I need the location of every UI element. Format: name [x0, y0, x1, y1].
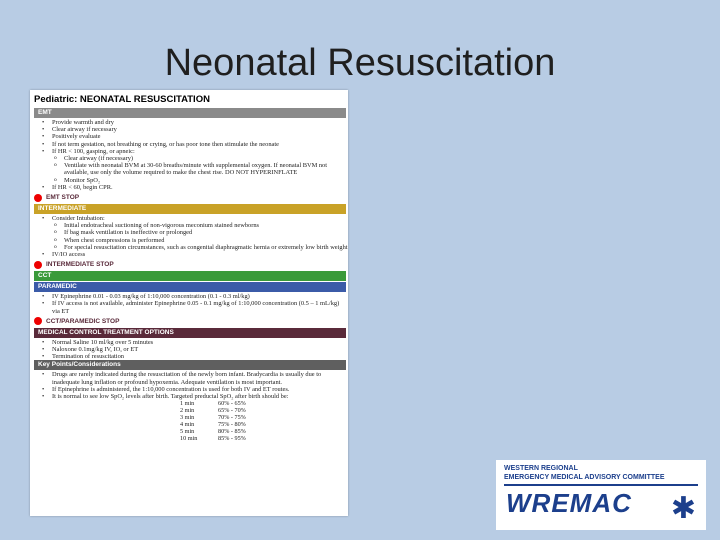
list-item: • Positively evaluate	[52, 133, 348, 140]
list-item: o When chest compressions is performed	[52, 237, 348, 244]
list-item: • If not term gestation, not breathing or crying, or has poor tone then stimulate the neonate	[52, 141, 348, 148]
list-item: o If bag mask ventilation is ineffective or prolonged	[52, 229, 348, 236]
paramedic-stop-label: CCT/PARAMEDIC STOP	[46, 317, 120, 325]
spo2-target-row	[180, 421, 348, 428]
list-item: o Clear airway (if necessary)	[52, 155, 348, 162]
emt-stop	[34, 193, 348, 202]
cct-section-bar: CCT	[34, 271, 346, 281]
list-item: o Monitor SpO₂	[52, 177, 348, 184]
list-item: • Termination of resuscitation	[52, 353, 348, 360]
list-item: • Consider Intubation:	[52, 215, 348, 222]
intermediate-section-bar: INTERMEDIATE	[34, 204, 346, 214]
intermediate-stop	[34, 260, 348, 269]
wremac-logo	[496, 460, 706, 530]
list-item: • If HR < 100, gasping, or apneic:	[52, 148, 348, 155]
spo2-target-row	[180, 400, 348, 407]
stop-dot-icon	[34, 194, 42, 202]
list-item: • Clear airway if necessary	[52, 126, 348, 133]
stop-dot-icon	[34, 317, 42, 325]
spo2-target-table	[30, 400, 348, 442]
emt-section-bar: EMT	[34, 108, 346, 118]
list-item: • Provide warmth and dry	[52, 119, 348, 126]
spo2-range: 65% - 70%	[218, 407, 246, 415]
list-item: o Ventilate with neonatal BVM at 30-60 breaths/minute with supplemental oxygen. If neonatal BVM not available, use only the volume required to make the chest rise. DO NOT HYPERINFLATE	[52, 162, 348, 176]
list-item: • If IV access is not available, administer Epinephrine 0.05 - 0.1 mg/kg of 1:10,000 concentration (0.5 – 1 mL/kg) via ET	[52, 300, 348, 314]
logo-line-1: WESTERN REGIONAL	[504, 465, 578, 472]
medical-control-section-bar: MEDICAL CONTROL TREATMENT OPTIONS	[34, 328, 346, 338]
list-item: • Drugs are rarely indicated during the resuscitation of the newly born infant. Bradycardia is usually due to inadequate lung inflation or profound hypoxemia. Adequate ventilation is most important.	[52, 371, 348, 385]
spo2-time: 5 min	[180, 428, 195, 436]
list-item: • If HR < 60, begin CPR.	[52, 184, 348, 191]
intermediate-stop-label: INTERMEDIATE STOP	[46, 261, 114, 269]
spo2-time: 4 min	[180, 421, 195, 429]
list-item: • IV/IO access	[52, 251, 348, 258]
protocol-document	[30, 90, 348, 516]
spo2-target-row	[180, 414, 348, 421]
paramedic-list	[30, 293, 348, 315]
stop-dot-icon	[34, 261, 42, 269]
spo2-range: 85% - 95%	[218, 435, 246, 443]
list-item: • If Epinephrine is administered, the 1:10,000 concentration is used for both IV and ET routes.	[52, 386, 348, 393]
spo2-range: 60% - 65%	[218, 400, 246, 408]
spo2-time: 2 min	[180, 407, 195, 415]
spo2-time: 1 min	[180, 400, 195, 408]
document-heading: Pediatric: NEONATAL RESUSCITATION	[34, 94, 210, 105]
slide-title: Neonatal Resuscitation	[164, 42, 556, 84]
spo2-range: 75% - 80%	[218, 421, 246, 429]
list-item: • It is normal to see low SpO₂ levels after birth. Targeted preductal SpO₂ after birth should be:	[52, 393, 348, 400]
spo2-range: 70% - 75%	[218, 414, 246, 422]
list-item: o Initial endotracheal suctioning of non-vigorous meconium stained newborns	[52, 222, 348, 229]
spo2-target-row	[180, 428, 348, 435]
list-item: • Normal Saline 10 ml/kg over 5 minutes	[52, 339, 348, 346]
spo2-target-row	[180, 407, 348, 414]
emt-stop-label: EMT STOP	[46, 194, 80, 202]
logo-divider	[504, 484, 698, 486]
spo2-time: 3 min	[180, 414, 195, 422]
spo2-range: 80% - 85%	[218, 428, 246, 436]
list-item: o For special resuscitation circumstances, such as congenital diaphragmatic hernia or extremely low birth weight	[52, 244, 348, 251]
logo-line-2: EMERGENCY MEDICAL ADVISORY COMMITTEE	[504, 474, 665, 481]
paramedic-stop	[34, 317, 348, 326]
medical-control-list	[30, 339, 348, 361]
spo2-target-row	[180, 435, 348, 442]
key-points-section-bar: Key Points/Considerations	[34, 360, 346, 370]
emt-list	[30, 119, 348, 191]
list-item: • Naloxone 0.1mg/kg IV, IO, or ET	[52, 346, 348, 353]
star-of-life-icon: ✱	[670, 492, 696, 525]
list-item: • IV Epinephrine 0.01 - 0.03 mg/kg of 1:10,000 concentration (0.1 - 0.3 ml/kg)	[52, 293, 348, 300]
logo-wordmark: WREMAC	[506, 488, 632, 518]
spo2-time: 10 min	[180, 435, 198, 443]
key-points-list	[30, 371, 348, 400]
intermediate-list	[30, 215, 348, 258]
paramedic-section-bar: PARAMEDIC	[34, 282, 346, 292]
